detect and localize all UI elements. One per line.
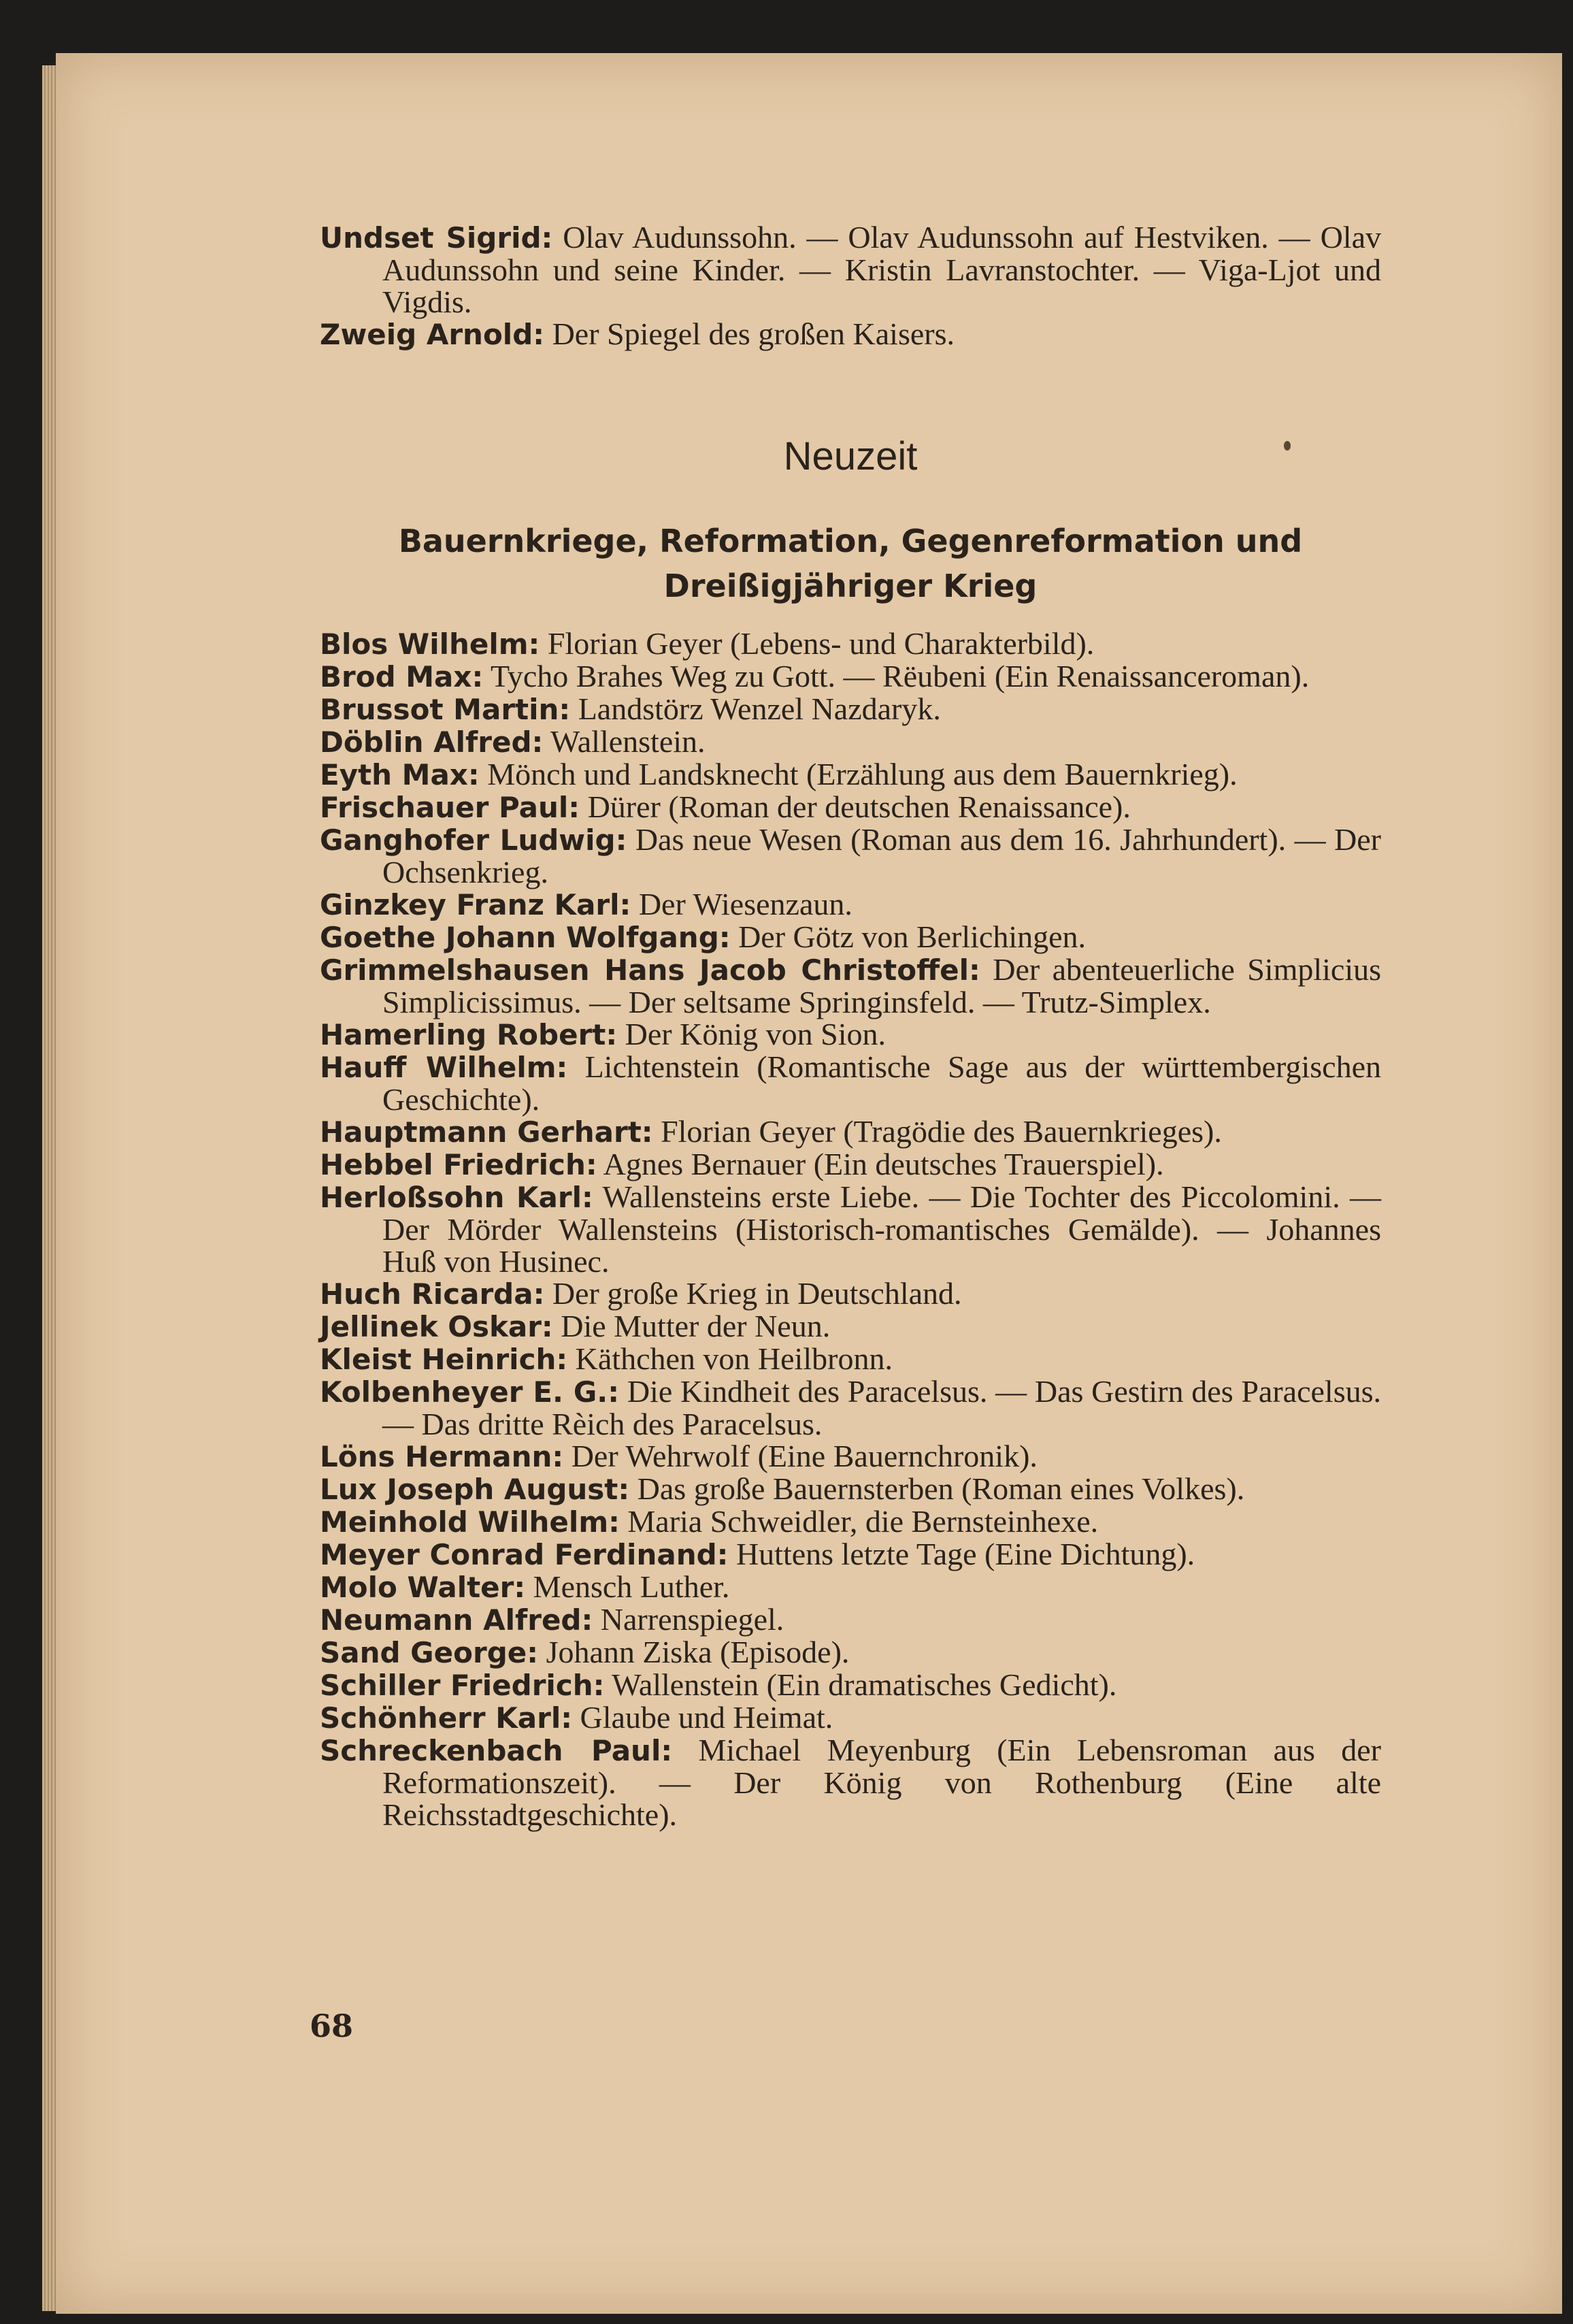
- bibliography-entry: [320, 1538, 1381, 1571]
- work-titles: Olav Audunssohn. — Olav Audunssohn auf Hestviken. — Olav Audunssohn und seine Kinder. — Kristin Lavranstochter. — Viga-Ljot und Vigdis.: [382, 220, 1381, 319]
- work-titles: Landstörz Wenzel Nazdaryk.: [578, 691, 941, 726]
- author-name: Kolbenheyer E. G.:: [320, 1375, 620, 1409]
- author-name: Lux Joseph August:: [320, 1473, 630, 1506]
- subsection-title: [320, 519, 1381, 608]
- work-titles: Johann Ziska (Episode).: [546, 1635, 850, 1669]
- bibliography-entry: [320, 1669, 1381, 1701]
- bibliography-entry: [320, 823, 1381, 888]
- work-titles: Das neue Wesen (Roman aus dem 16. Jahrhundert). — Der Ochsenkrieg.: [382, 822, 1382, 889]
- bibliography-entry: [320, 1571, 1381, 1603]
- work-titles: Der Götz von Berlichingen.: [738, 919, 1087, 954]
- subsection-title-line-1: Bauernkriege, Reformation, Gegenreformation und: [398, 523, 1303, 559]
- bibliography-entry: [320, 953, 1381, 1018]
- intro-entry-list: [320, 221, 1381, 350]
- author-name: Goethe Johann Wolfgang:: [320, 921, 731, 954]
- work-titles: Wallenstein.: [550, 724, 706, 759]
- author-name: Meinhold Wilhelm:: [320, 1505, 620, 1539]
- work-titles: Käthchen von Heilbronn.: [575, 1341, 893, 1376]
- work-titles: Der König von Sion.: [625, 1017, 886, 1051]
- bibliography-entry: [320, 1310, 1381, 1343]
- bibliography-entry: [320, 1277, 1381, 1310]
- work-titles: Die Kindheit des Paracelsus. — Das Gestirn des Paracelsus. — Das dritte Rèich des Paracelsus.: [382, 1374, 1382, 1441]
- author-name: Huch Ricarda:: [320, 1277, 545, 1311]
- author-name: Meyer Conrad Ferdinand:: [320, 1538, 729, 1571]
- bibliography-entry: [320, 791, 1381, 823]
- bibliography-entry: [320, 1473, 1381, 1505]
- author-name: Ginzkey Franz Karl:: [320, 888, 631, 921]
- author-name: Ganghofer Ludwig:: [320, 823, 627, 857]
- work-titles: Mensch Luther.: [533, 1569, 730, 1604]
- bibliography-entry: [320, 318, 1381, 350]
- bibliography-entry: [320, 888, 1381, 921]
- author-name: Löns Hermann:: [320, 1440, 564, 1473]
- bibliography-entry: [320, 1018, 1381, 1051]
- work-titles: Mönch und Landsknecht (Erzählung aus dem Bauernkrieg).: [487, 757, 1238, 791]
- work-titles: Dürer (Roman der deutschen Renaissance).: [587, 789, 1131, 824]
- work-titles: Der große Krieg in Deutschland.: [552, 1276, 962, 1311]
- work-titles: Der abenteuerliche Simplicius Simplicissimus. — Der seltsame Springinsfeld. — Trutz-Simplex.: [382, 952, 1382, 1019]
- work-titles: Narrenspiegel.: [600, 1602, 784, 1637]
- work-titles: Agnes Bernauer (Ein deutsches Trauerspiel).: [603, 1147, 1164, 1181]
- bibliography-entry: [320, 693, 1381, 725]
- bibliography-entry: [320, 1440, 1381, 1473]
- author-name: Jellinek Oskar:: [320, 1310, 553, 1343]
- bibliography-entry: [320, 1343, 1381, 1375]
- author-name: Frischauer Paul:: [320, 791, 580, 824]
- bibliography-entry: [320, 1181, 1381, 1277]
- author-name: Eyth Max:: [320, 758, 480, 791]
- section-title: Neuzeit: [783, 434, 918, 478]
- page-number: 68: [310, 2008, 354, 2044]
- bibliography-entry: [320, 1115, 1381, 1148]
- work-titles: Die Mutter der Neun.: [561, 1309, 831, 1343]
- work-titles: Maria Schweidler, die Bernsteinhexe.: [627, 1504, 1099, 1539]
- bibliography-entry: [320, 1734, 1381, 1831]
- work-titles: Der Wehrwolf (Eine Bauernchronik).: [571, 1439, 1038, 1473]
- author-name: Undset Sigrid:: [320, 221, 553, 255]
- author-name: Hebbel Friedrich:: [320, 1148, 597, 1181]
- author-name: Schreckenbach Paul:: [320, 1734, 673, 1767]
- author-name: Neumann Alfred:: [320, 1603, 593, 1637]
- author-name: Molo Walter:: [320, 1571, 526, 1604]
- work-titles: Huttens letzte Tage (Eine Dichtung).: [735, 1537, 1195, 1571]
- bibliography-entry: [320, 1148, 1381, 1181]
- author-name: Zweig Arnold:: [320, 318, 545, 351]
- bibliography-entry: [320, 221, 1381, 318]
- author-name: Herloßsohn Karl:: [320, 1181, 593, 1214]
- bibliography-entry: [320, 1505, 1381, 1538]
- work-titles: Lichtenstein (Romantische Sage aus der württembergischen Geschichte).: [382, 1049, 1381, 1117]
- bibliography-entry: [320, 725, 1381, 758]
- author-name: Döblin Alfred:: [320, 725, 544, 759]
- author-name: Schiller Friedrich:: [320, 1669, 605, 1702]
- author-name: Grimmelshausen Hans Jacob Christoffel:: [320, 953, 980, 987]
- author-name: Schönherr Karl:: [320, 1701, 573, 1735]
- author-name: Blos Wilhelm:: [320, 627, 540, 661]
- work-titles: Tycho Brahes Weg zu Gott. — Rëubeni (Ein Renaissanceroman).: [490, 659, 1310, 693]
- bibliography-entry: [320, 1051, 1381, 1115]
- page-content: [320, 221, 1381, 1831]
- work-titles: Der Spiegel des großen Kaisers.: [552, 316, 955, 351]
- work-titles: Das große Bauernsterben (Roman eines Volkes).: [637, 1471, 1245, 1506]
- work-titles: Wallenstein (Ein dramatisches Gedicht).: [612, 1667, 1117, 1702]
- bibliography-list: [320, 627, 1381, 1831]
- bibliography-entry: [320, 758, 1381, 791]
- author-name: Brod Max:: [320, 660, 484, 693]
- bibliography-entry: [320, 1603, 1381, 1636]
- bibliography-entry: [320, 627, 1381, 660]
- work-titles: Glaube und Heimat.: [580, 1700, 833, 1735]
- work-titles: Der Wiesenzaun.: [638, 887, 852, 921]
- bibliography-entry: [320, 921, 1381, 953]
- author-name: Hauff Wilhelm:: [320, 1051, 568, 1084]
- author-name: Sand George:: [320, 1636, 539, 1669]
- bibliography-entry: [320, 1636, 1381, 1669]
- author-name: Hamerling Robert:: [320, 1018, 618, 1051]
- author-name: Brussot Martin:: [320, 693, 571, 726]
- work-titles: Florian Geyer (Lebens- und Charakterbild).: [547, 626, 1095, 661]
- bibliography-entry: [320, 1375, 1381, 1440]
- work-titles: Florian Geyer (Tragödie des Bauernkrieges).: [661, 1114, 1222, 1149]
- bibliography-entry: [320, 660, 1381, 693]
- work-titles: Michael Meyenburg (Ein Lebensroman aus der Reformationszeit). — Der König von Rothenburg (Eine alte Reichsstadtgeschichte).: [382, 1733, 1381, 1832]
- bibliography-entry: [320, 1701, 1381, 1734]
- author-name: Hauptmann Gerhart:: [320, 1115, 653, 1149]
- author-name: Kleist Heinrich:: [320, 1343, 568, 1376]
- work-titles: Wallensteins erste Liebe. — Die Tochter des Piccolomini. — Der Mörder Wallensteins (Historisch-romantisches Gemälde). — Johannes Huß von Husinec.: [382, 1179, 1382, 1279]
- subsection-title-line-2: Dreißigjähriger Krieg: [663, 568, 1038, 604]
